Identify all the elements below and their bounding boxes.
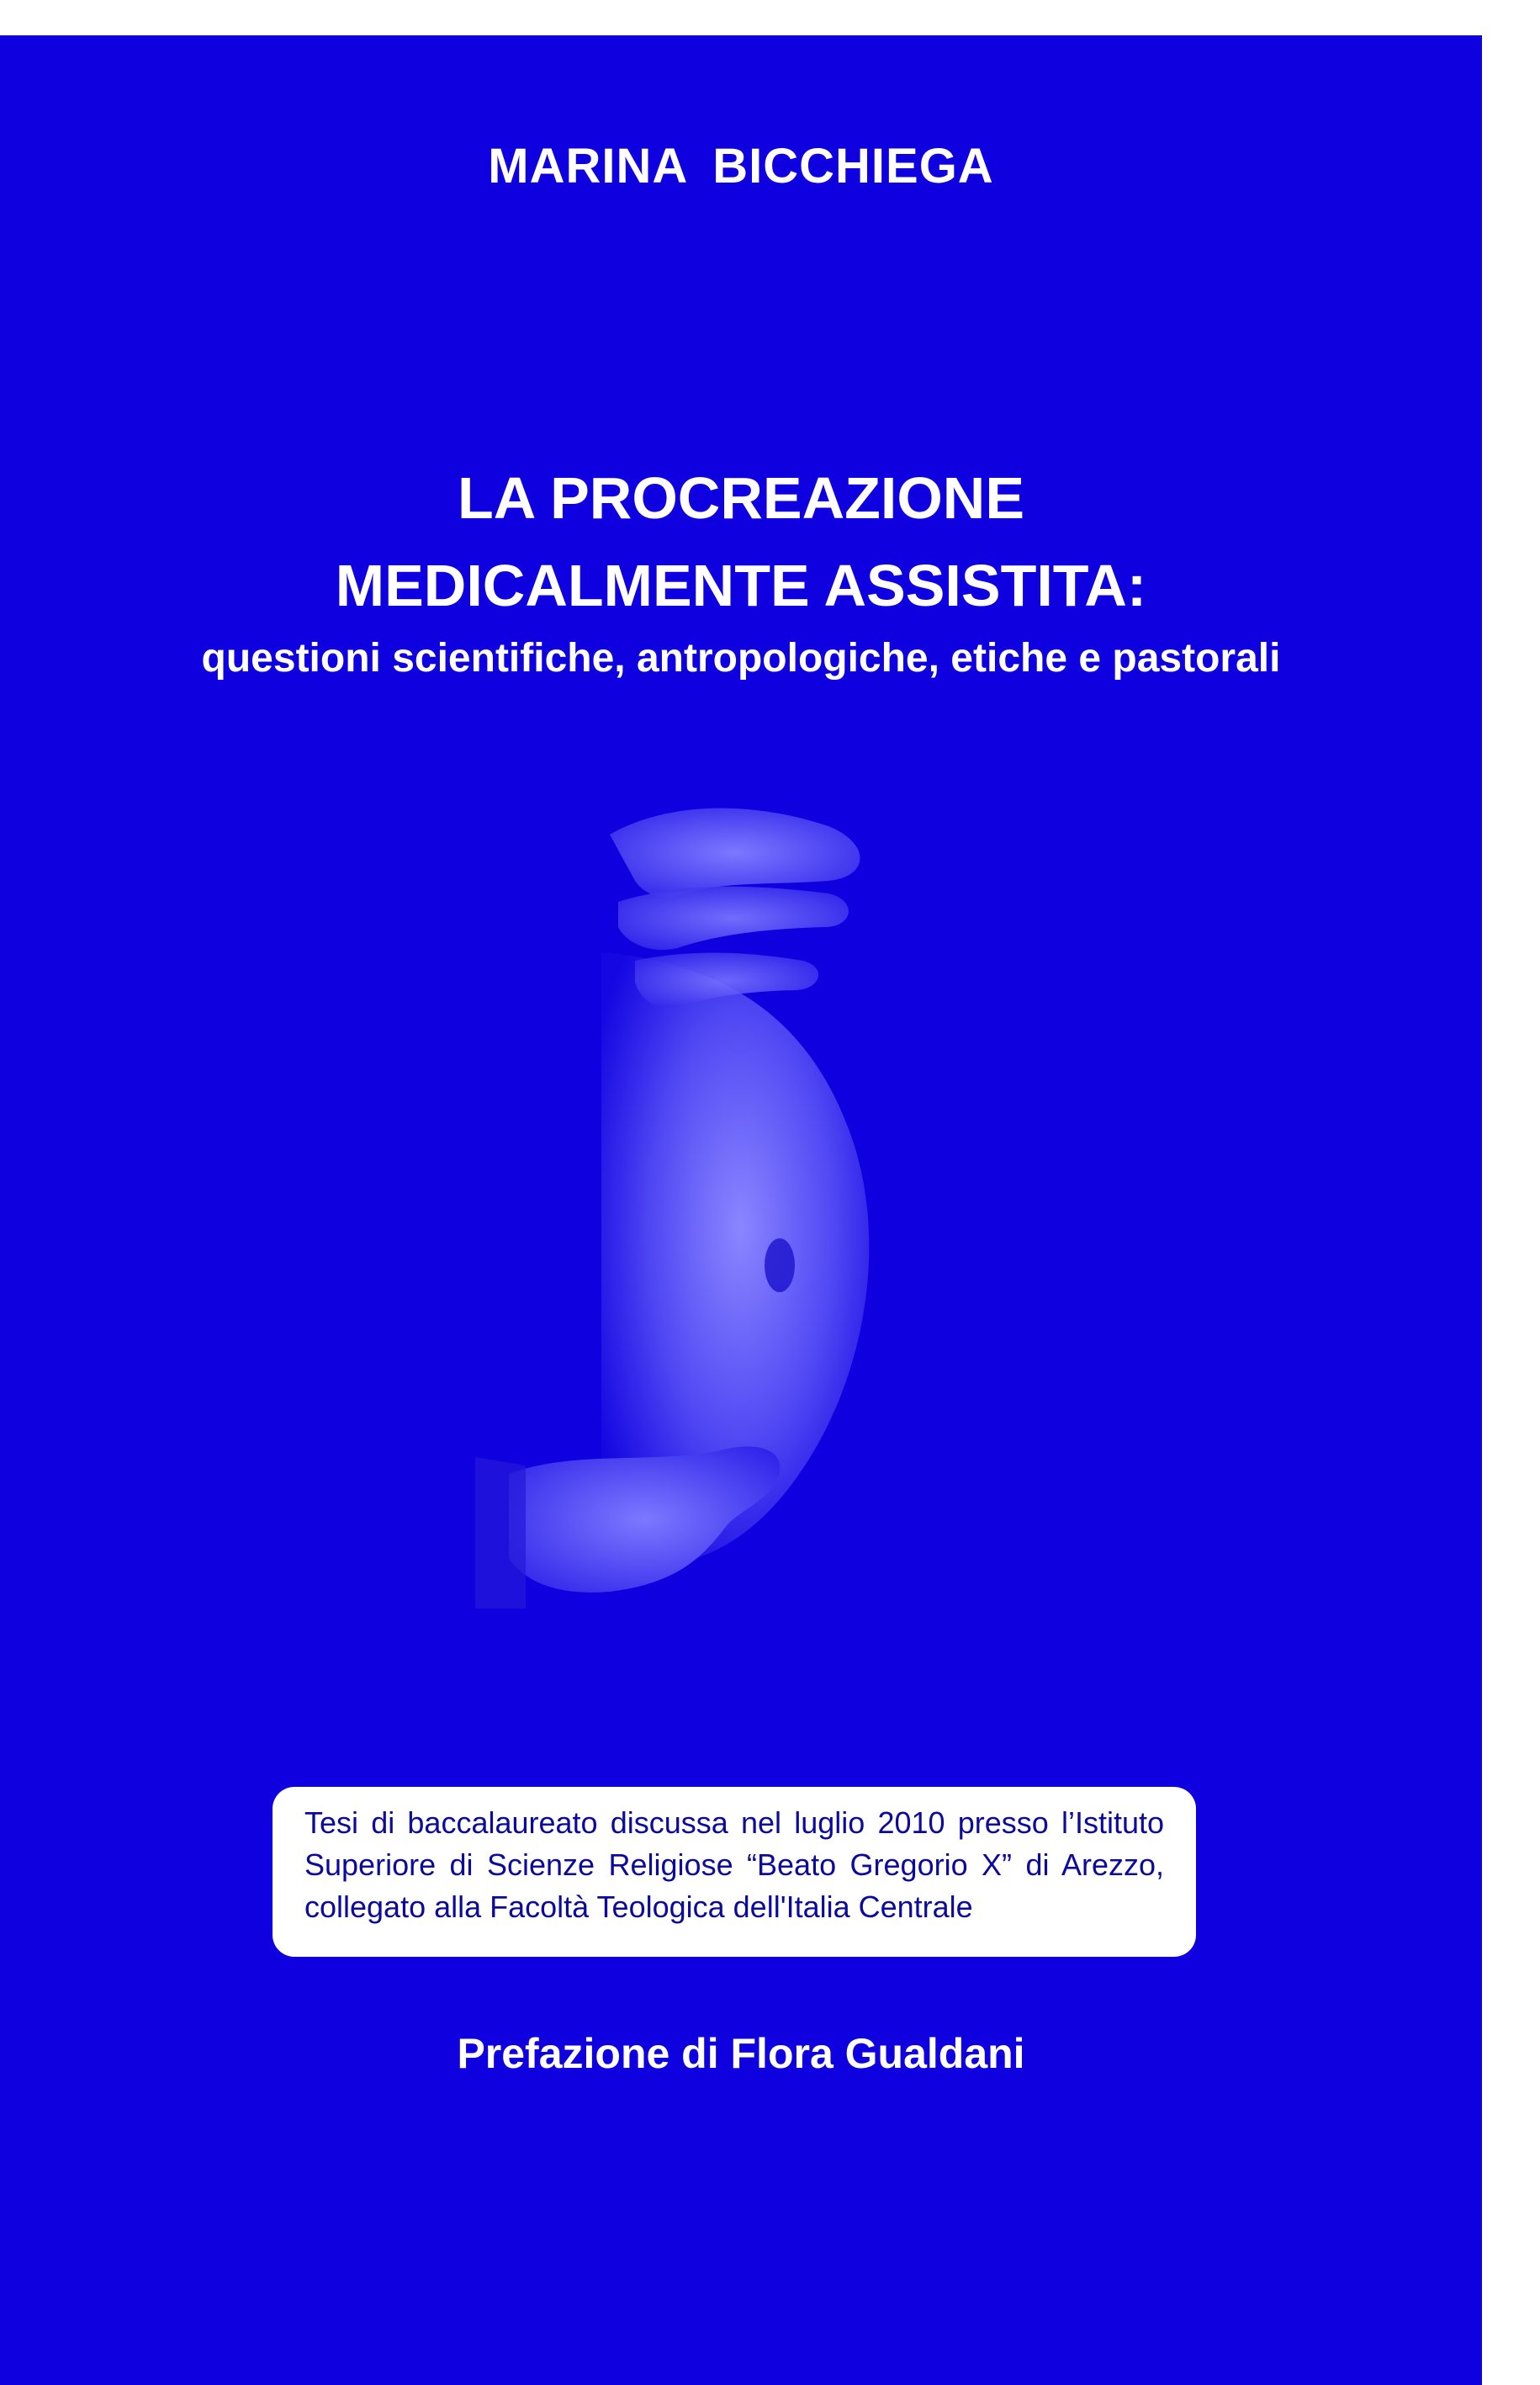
- title-line-2: MEDICALMENTE ASSISTITA:: [335, 553, 1147, 618]
- title-block: [0, 454, 1482, 688]
- pregnant-belly-photo: [475, 801, 946, 1617]
- thesis-info-text: Tesi di baccalaureato discussa nel luglio 2010 presso l’Istituto Superiore di Scienze Religiose “Beato Gregorio X” di Arezzo, collegato alla Facoltà Teologica dell'Italia Centrale: [304, 1805, 1164, 1924]
- book-cover: [0, 35, 1482, 2385]
- subtitle: questioni scientifiche, antropologiche, etiche e pastorali: [201, 636, 1281, 681]
- title-line-1: LA PROCREAZIONE: [457, 465, 1025, 531]
- preface-credit: Prefazione di Flora Gualdani: [457, 2030, 1025, 2077]
- thesis-info-box: [273, 1787, 1196, 1957]
- author-name: MARINA BICCHIEGA: [488, 139, 994, 193]
